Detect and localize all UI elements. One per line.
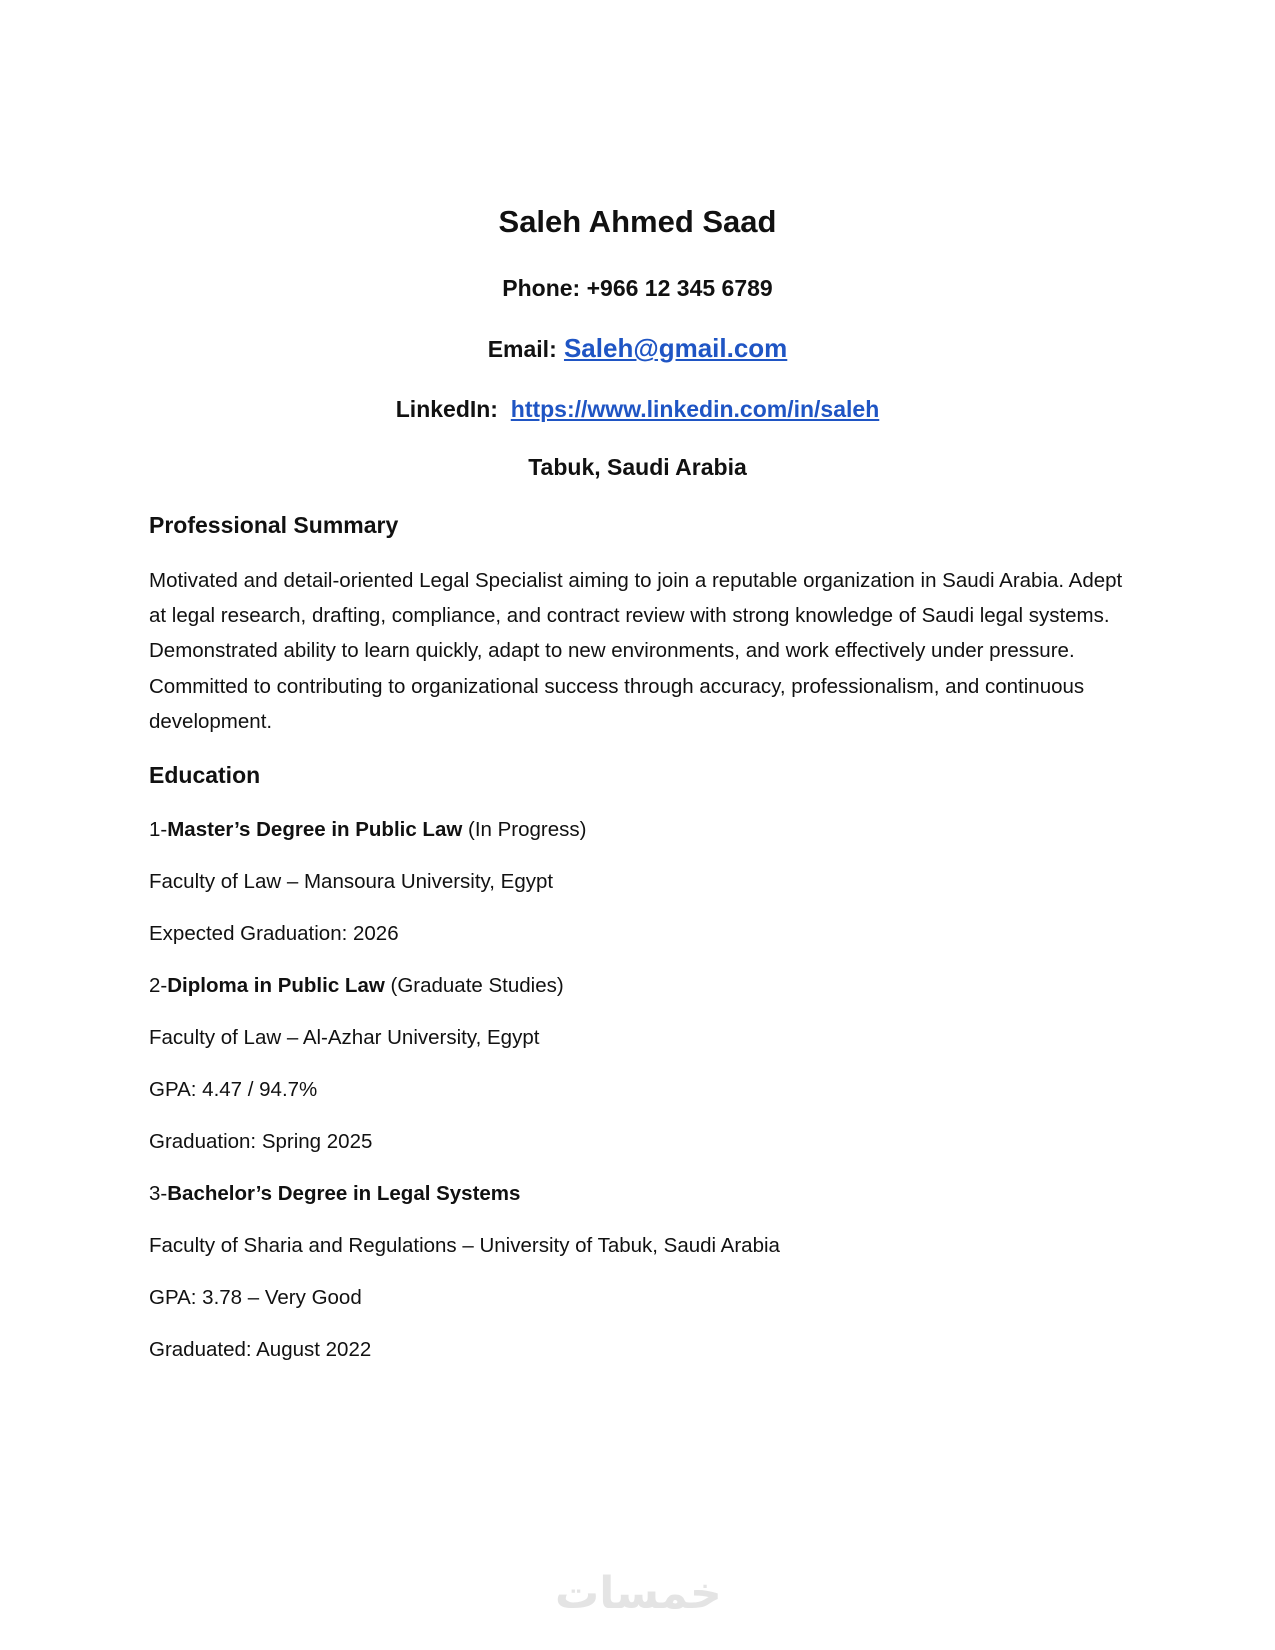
linkedin-line: [0, 396, 1275, 423]
education-heading: Education: [149, 762, 261, 788]
phone-label: Phone:: [502, 275, 581, 301]
education-detail: GPA: 4.47 / 94.7%: [149, 1078, 318, 1101]
education-item-title: [149, 974, 564, 998]
education-detail: GPA: 3.78 – Very Good: [149, 1286, 362, 1309]
education-item-title: [149, 818, 586, 842]
email-line: [0, 333, 1275, 364]
candidate-name: Saleh Ahmed Saad: [498, 204, 777, 239]
phone-line: [0, 275, 1275, 302]
email-link[interactable]: Saleh@gmail.com: [563, 333, 788, 363]
education-detail: Faculty of Law – Mansoura University, Egypt: [149, 870, 554, 893]
location: Tabuk, Saudi Arabia: [528, 454, 747, 480]
summary-text: Motivated and detail-oriented Legal Specialist aiming to join a reputable organization in Saudi Arabia. Adept at legal research, drafting, compliance, and contract review with strong knowledge of Saudi legal systems. Demonstrated ability to learn quickly, adapt to new environments, and work effectively under pressure. Committed to contributing to organizational success through accuracy, professionalism, and continuous development.: [149, 569, 1123, 733]
degree-title: Bachelor’s Degree in Legal Systems: [167, 1182, 521, 1205]
education-detail: Faculty of Sharia and Regulations – University of Tabuk, Saudi Arabia: [149, 1234, 780, 1257]
degree-title: Diploma in Public Law: [167, 974, 385, 997]
email-label: Email:: [487, 336, 557, 362]
linkedin-label: LinkedIn:: [395, 396, 498, 422]
item-number: 2-: [149, 974, 168, 997]
education-detail: Expected Graduation: 2026: [149, 922, 399, 945]
linkedin-link[interactable]: https://www.linkedin.com/in/saleh: [510, 396, 880, 422]
item-number: 3-: [149, 1182, 168, 1205]
education-item-title: [149, 1182, 520, 1206]
degree-note: (Graduate Studies): [384, 974, 564, 997]
summary-heading: Professional Summary: [149, 512, 399, 538]
degree-title: Master’s Degree in Public Law: [167, 818, 463, 841]
item-number: 1-: [149, 818, 168, 841]
degree-note: (In Progress): [462, 818, 587, 841]
education-detail: Graduation: Spring 2025: [149, 1130, 373, 1153]
education-detail: Faculty of Law – Al-Azhar University, Egypt: [149, 1026, 540, 1049]
phone-number: +966 12 345 6789: [586, 275, 773, 301]
watermark-logo: خمسات: [555, 1568, 722, 1619]
education-detail: Graduated: August 2022: [149, 1338, 372, 1361]
